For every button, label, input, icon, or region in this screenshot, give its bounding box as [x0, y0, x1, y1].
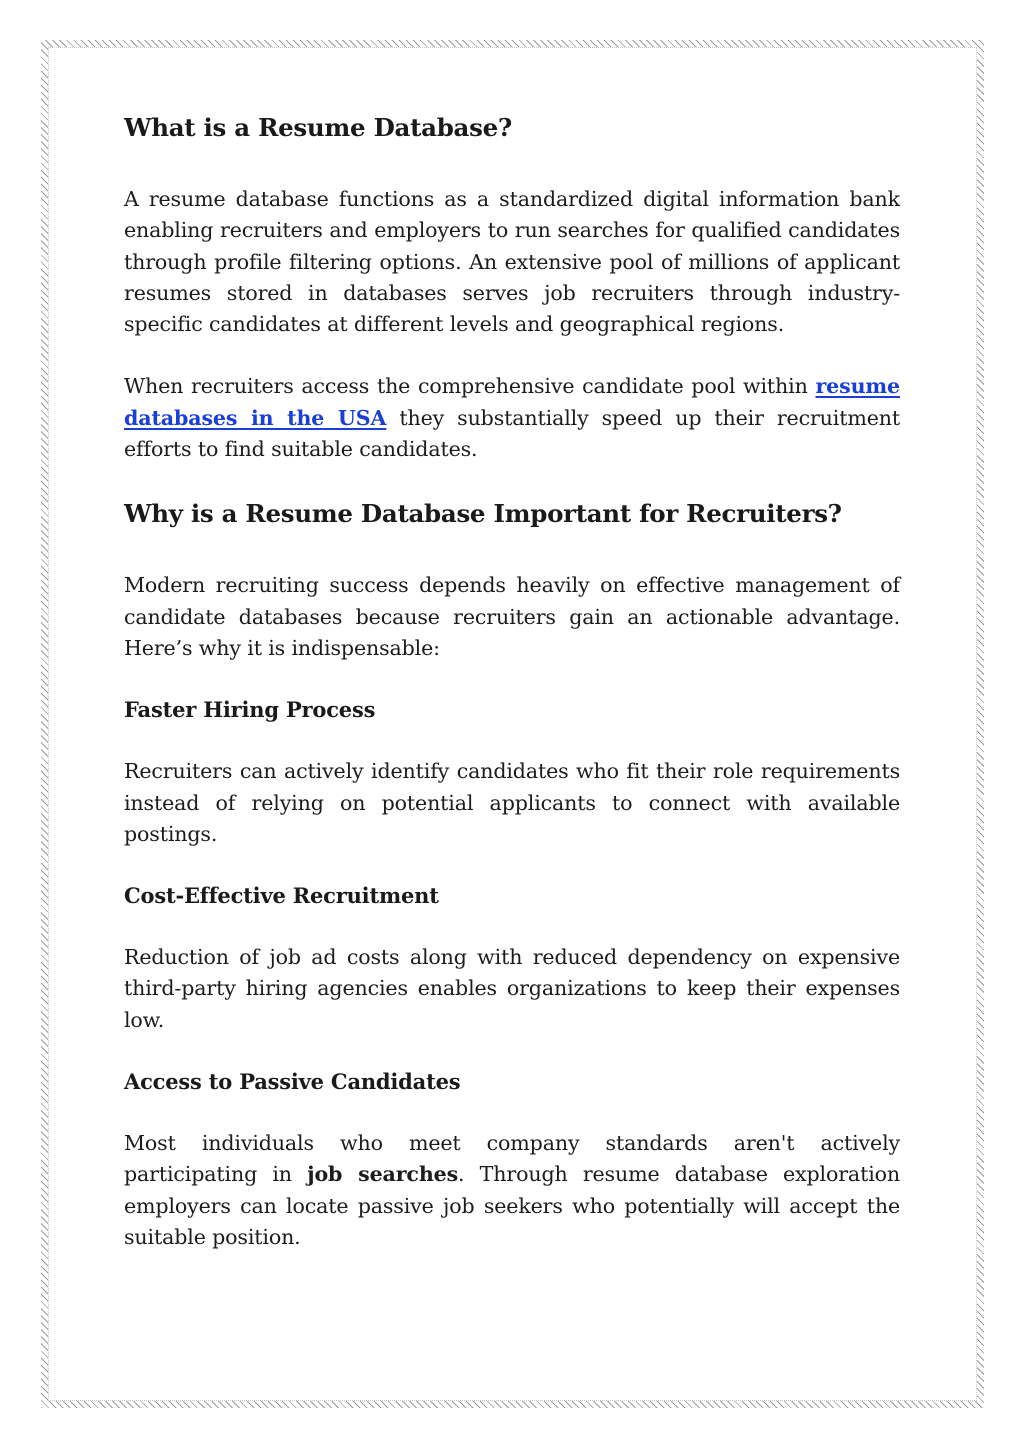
resume-databases-usa-link[interactable]: resume databases in the USA: [124, 374, 900, 430]
document-content: [124, 112, 900, 1253]
paragraph-text: Most individuals who meet company standards aren't actively participating in: [124, 1131, 900, 1187]
bold-job-searches: job searches: [307, 1162, 459, 1187]
paragraph-intro: Modern recruiting success depends heavily on effective management of candidate databases because recruiters gain an actionable advantage. Here’s why it is indispensable:: [124, 573, 900, 660]
paragraph-faster-hiring: [124, 756, 900, 850]
paragraph-text: they substantially speed up their recruitment efforts to find suitable candidates.: [124, 405, 900, 462]
paragraph-passive-candidates: [124, 1128, 900, 1253]
section-title-what-is: What is a Resume Database?: [124, 113, 512, 142]
paragraph-text: . Through resume database exploration employers can locate passive job seekers who potentially will accept the suitable position.: [124, 1162, 900, 1249]
paragraph-text: When recruiters access the comprehensive candidate pool within: [124, 374, 816, 399]
paragraph-cost-effective: [124, 942, 900, 1036]
subheading-passive-candidates: Access to Passive Candidates: [124, 1069, 461, 1095]
paragraph-usa-databases: [124, 371, 900, 465]
paragraph-definition: A resume database functions as a standardized digital information bank enabling recruiters and employers to run searches for qualified candidates through profile filtering options. An extensive pool of millions of applicant resumes stored in databases serves job recruiters through industry-specific candidates at different levels and geographical regions.: [124, 187, 900, 337]
paragraph-text: Reduction of job ad costs along with reduced dependency on expensive third-party hiring agencies enables organizations to keep their expenses low.: [124, 945, 900, 1032]
section-title-why-important: Why is a Resume Database Important for Recruiters?: [124, 499, 842, 529]
subheading-faster-hiring: Faster Hiring Process: [124, 697, 376, 723]
paragraph-text: Recruiters can actively identify candidates who fit their role requirements instead of relying on potential applicants to connect with available postings.: [124, 759, 900, 846]
subheading-cost-effective: Cost-Effective Recruitment: [124, 883, 439, 909]
